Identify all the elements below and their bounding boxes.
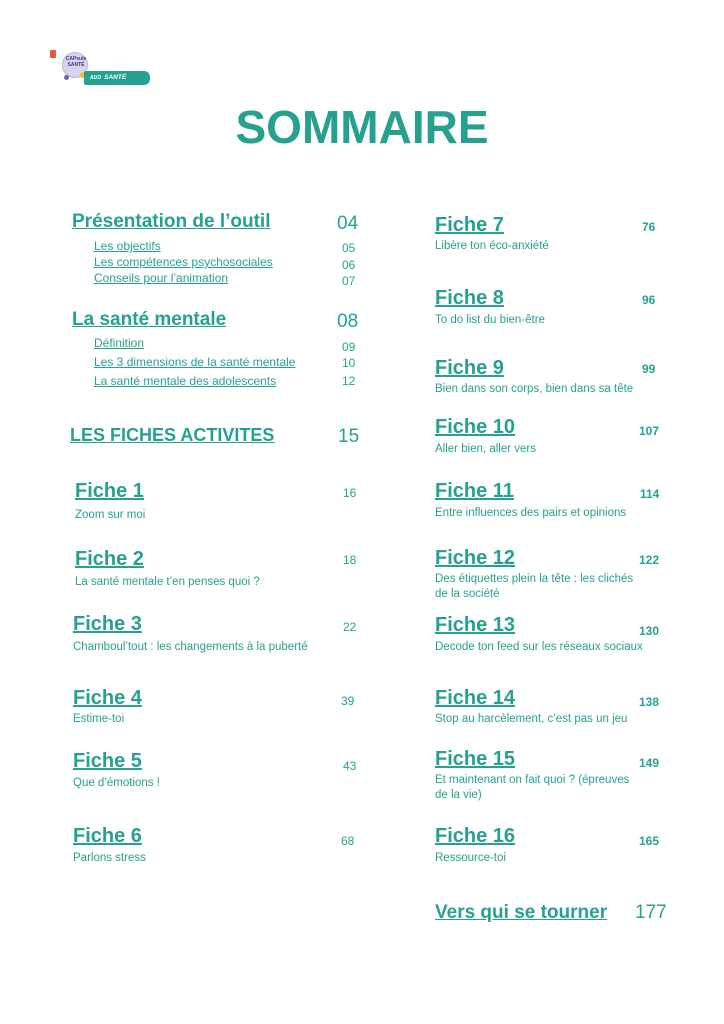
fiche-title[interactable]: Fiche 3	[73, 613, 142, 635]
toc-subitem[interactable]: Conseils pour l’animation	[94, 271, 229, 285]
fiche-page: 130	[639, 624, 660, 638]
fiche-desc: Des étiquettes plein la tête : les clichés de la société	[435, 573, 634, 600]
fiche-desc: Que d’émotions !	[73, 777, 160, 789]
fiche-desc: Et maintenant on fait quoi ? (épreuves de la vie)	[435, 774, 630, 801]
toc-activities-page: 15	[338, 426, 360, 447]
fiche-title[interactable]: Fiche 12	[435, 547, 516, 569]
fiche-title[interactable]: Fiche 16	[435, 825, 516, 847]
fiche-page: 18	[343, 553, 357, 567]
fiche-page: 114	[640, 487, 660, 501]
toc-subitem-page: 07	[342, 274, 356, 288]
toc-subitem-page: 10	[342, 356, 356, 370]
fiche-title[interactable]: Fiche 11	[435, 480, 514, 502]
logo-badge: ADO SANTÉ MENTALE	[84, 71, 150, 85]
fiche-desc: La santé mentale t’en penses quoi ?	[75, 576, 260, 588]
fiche-desc: Aller bien, aller vers	[435, 443, 536, 455]
toc-subitem[interactable]: Les compétences psychosociales	[94, 255, 273, 269]
fiche-page: 165	[639, 834, 660, 848]
fiche-page: 96	[642, 293, 656, 307]
toc-section-title[interactable]: Présentation de l’outil	[72, 211, 271, 232]
fiche-desc: Zoom sur moi	[75, 509, 146, 521]
fiche-page: 76	[642, 220, 656, 234]
fiche-page: 122	[639, 553, 660, 567]
fiche-desc: To do list du bien-être	[435, 314, 545, 326]
fiche-title[interactable]: Fiche 13	[435, 614, 516, 636]
toc-subitem[interactable]: Les 3 dimensions de la santé mentale	[94, 355, 296, 369]
logo-dot-icon	[64, 75, 69, 80]
logo-text: CAPsule SANTÉ	[65, 56, 87, 68]
toc-section-page: 04	[337, 213, 359, 234]
fiche-desc: Parlons stress	[73, 852, 146, 864]
fiche-desc: Libère ton éco-anxiété	[435, 240, 549, 252]
toc-subitem-page: 09	[342, 340, 356, 354]
fiche-title[interactable]: Fiche 15	[435, 748, 516, 770]
fiche-desc: Estime-toi	[73, 713, 125, 725]
fiche-title[interactable]: Fiche 5	[73, 750, 142, 772]
fiche-page: 68	[341, 834, 355, 848]
fiche-page: 39	[341, 694, 355, 708]
toc-subitem[interactable]: Définition	[94, 336, 145, 350]
fiche-title[interactable]: Fiche 2	[75, 548, 144, 570]
fiche-desc: Bien dans son corps, bien dans sa tête	[435, 383, 634, 395]
toc-subitem-page: 05	[342, 241, 356, 255]
fiche-page: 99	[642, 362, 656, 376]
toc-subitem[interactable]: Les objectifs	[94, 239, 161, 253]
fiche-title[interactable]: Fiche 9	[435, 357, 504, 379]
fiche-title[interactable]: Fiche 1	[75, 480, 144, 502]
page-title: SOMMAIRE	[235, 101, 489, 153]
logo-flag-icon	[50, 50, 56, 58]
fiche-page: 22	[343, 620, 357, 634]
toc-section-page: 08	[337, 311, 359, 332]
logo	[50, 48, 160, 95]
toc-final-page: 177	[635, 902, 667, 923]
fiche-desc: Entre influences des pairs et opinions	[435, 507, 627, 519]
fiche-title[interactable]: Fiche 8	[435, 287, 504, 309]
fiche-title[interactable]: Fiche 4	[73, 687, 142, 709]
fiche-page: 43	[343, 759, 357, 773]
toc-final-title[interactable]: Vers qui se tourner	[435, 902, 608, 923]
toc-subitem-page: 12	[342, 374, 356, 388]
fiche-desc: Decode ton feed sur les réseaux sociaux	[435, 641, 643, 653]
fiche-title[interactable]: Fiche 14	[435, 687, 516, 709]
toc-activities-title[interactable]: LES FICHES ACTIVITES	[70, 425, 275, 445]
toc-section-title[interactable]: La santé mentale	[72, 309, 227, 330]
fiche-page: 16	[343, 486, 357, 500]
fiche-desc: Ressource-toi	[435, 852, 506, 864]
fiche-page: 149	[639, 756, 660, 770]
fiche-page: 107	[639, 424, 660, 438]
toc-subitem[interactable]: La santé mentale des adolescents	[94, 374, 277, 388]
fiche-desc: Chamboul’tout : les changements à la puberté	[73, 641, 308, 653]
fiche-title[interactable]: Fiche 10	[435, 416, 516, 438]
fiche-title[interactable]: Fiche 7	[435, 214, 504, 236]
fiche-title[interactable]: Fiche 6	[73, 825, 142, 847]
fiche-page: 138	[639, 695, 660, 709]
toc-subitem-page: 06	[342, 258, 356, 272]
fiche-desc: Stop au harcèlement, c’est pas un jeu	[435, 713, 628, 725]
